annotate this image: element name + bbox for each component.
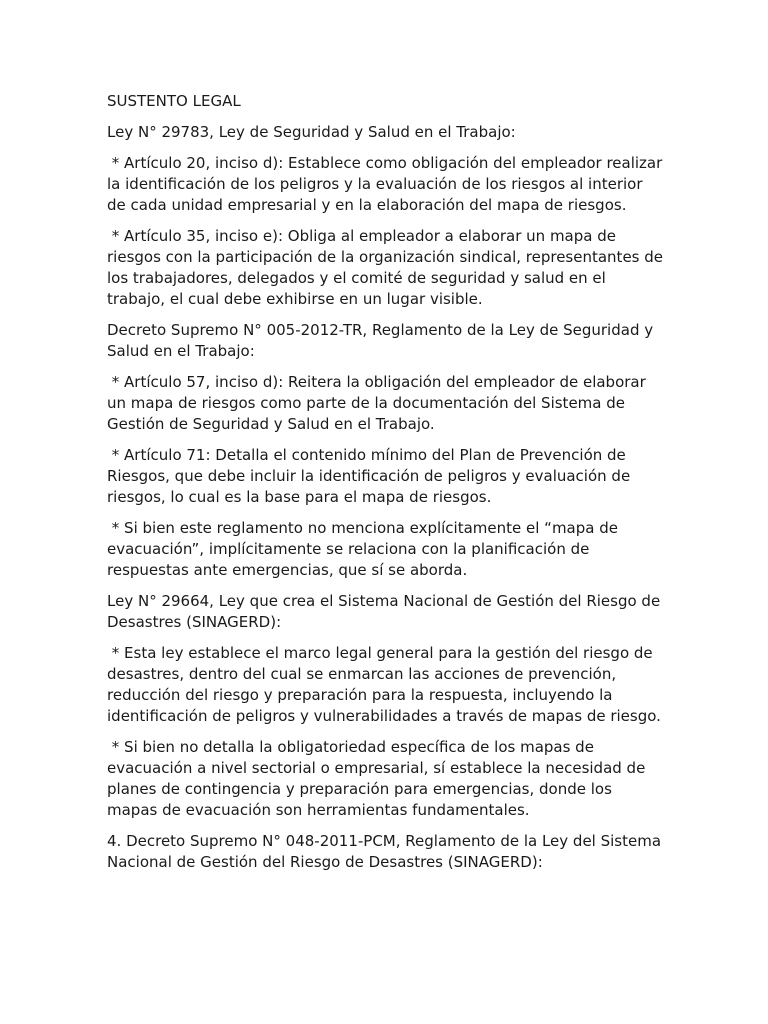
paragraph-ley-29783: Ley N° 29783, Ley de Seguridad y Salud en el Trabajo: (107, 123, 516, 141)
paragraph-mapa-evacuacion-note: * Si bien este reglamento no menciona explícitamente el “mapa de evacuación”, implícitamente se relaciona con la planificación de respuestas ante emergencias, que sí se aborda. (107, 519, 623, 579)
paragraph-ds-005-2012-tr: Decreto Supremo N° 005-2012-TR, Reglamento de la Ley de Seguridad y Salud en el Trabajo: (107, 321, 658, 360)
paragraph-planes-contingencia: * Si bien no detalla la obligatoriedad específica de los mapas de evacuación a nivel sectorial o empresarial, sí establece la necesidad de planes de contingencia y preparación para emergencias, donde los mapas de evacuación son herramientas fundamentales. (107, 738, 651, 819)
paragraph-articulo-20: * Artículo 20, inciso d): Establece como obligación del empleador realizar la identificación de los peligros y la evaluación de los riesgos al interior de cada unidad empresarial y en la elaboración del mapa de riesgos. (107, 154, 668, 214)
document-title: SUSTENTO LEGAL (107, 92, 241, 110)
paragraph-marco-legal: * Esta ley establece el marco legal general para la gestión del riesgo de desastres, dentro del cual se enmarcan las acciones de prevención, reducción del riesgo y preparación para la respuesta, incluyendo la identificación de peligros y vulnerabilidades a través de mapas de riesgo. (107, 644, 661, 725)
paragraph-articulo-35: * Artículo 35, inciso e): Obliga al empleador a elaborar un mapa de riesgos con la participación de la organización sindical, representantes de los trabajadores, delegados y el comité de seguridad y salud en el trabajo, el cual debe exhibirse en un lugar visible. (107, 227, 668, 308)
paragraph-articulo-57: * Artículo 57, inciso d): Reitera la obligación del empleador de elaborar un mapa de riesgos como parte de la documentación del Sistema de Gestión de Seguridad y Salud en el Trabajo. (107, 373, 651, 433)
paragraph-articulo-71: * Artículo 71: Detalla el contenido mínimo del Plan de Prevención de Riesgos, que debe incluir la identificación de peligros y evaluación de riesgos, lo cual es la base para el mapa de riesgos. (107, 446, 635, 506)
paragraph-ds-048-2011-pcm: 4. Decreto Supremo N° 048-2011-PCM, Reglamento de la Ley del Sistema Nacional de Gestión del Riesgo de Desastres (SINAGERD): (107, 832, 666, 871)
paragraph-ley-29664: Ley N° 29664, Ley que crea el Sistema Nacional de Gestión del Riesgo de Desastres (SINAGERD): (107, 592, 665, 631)
document-page (107, 91, 668, 883)
